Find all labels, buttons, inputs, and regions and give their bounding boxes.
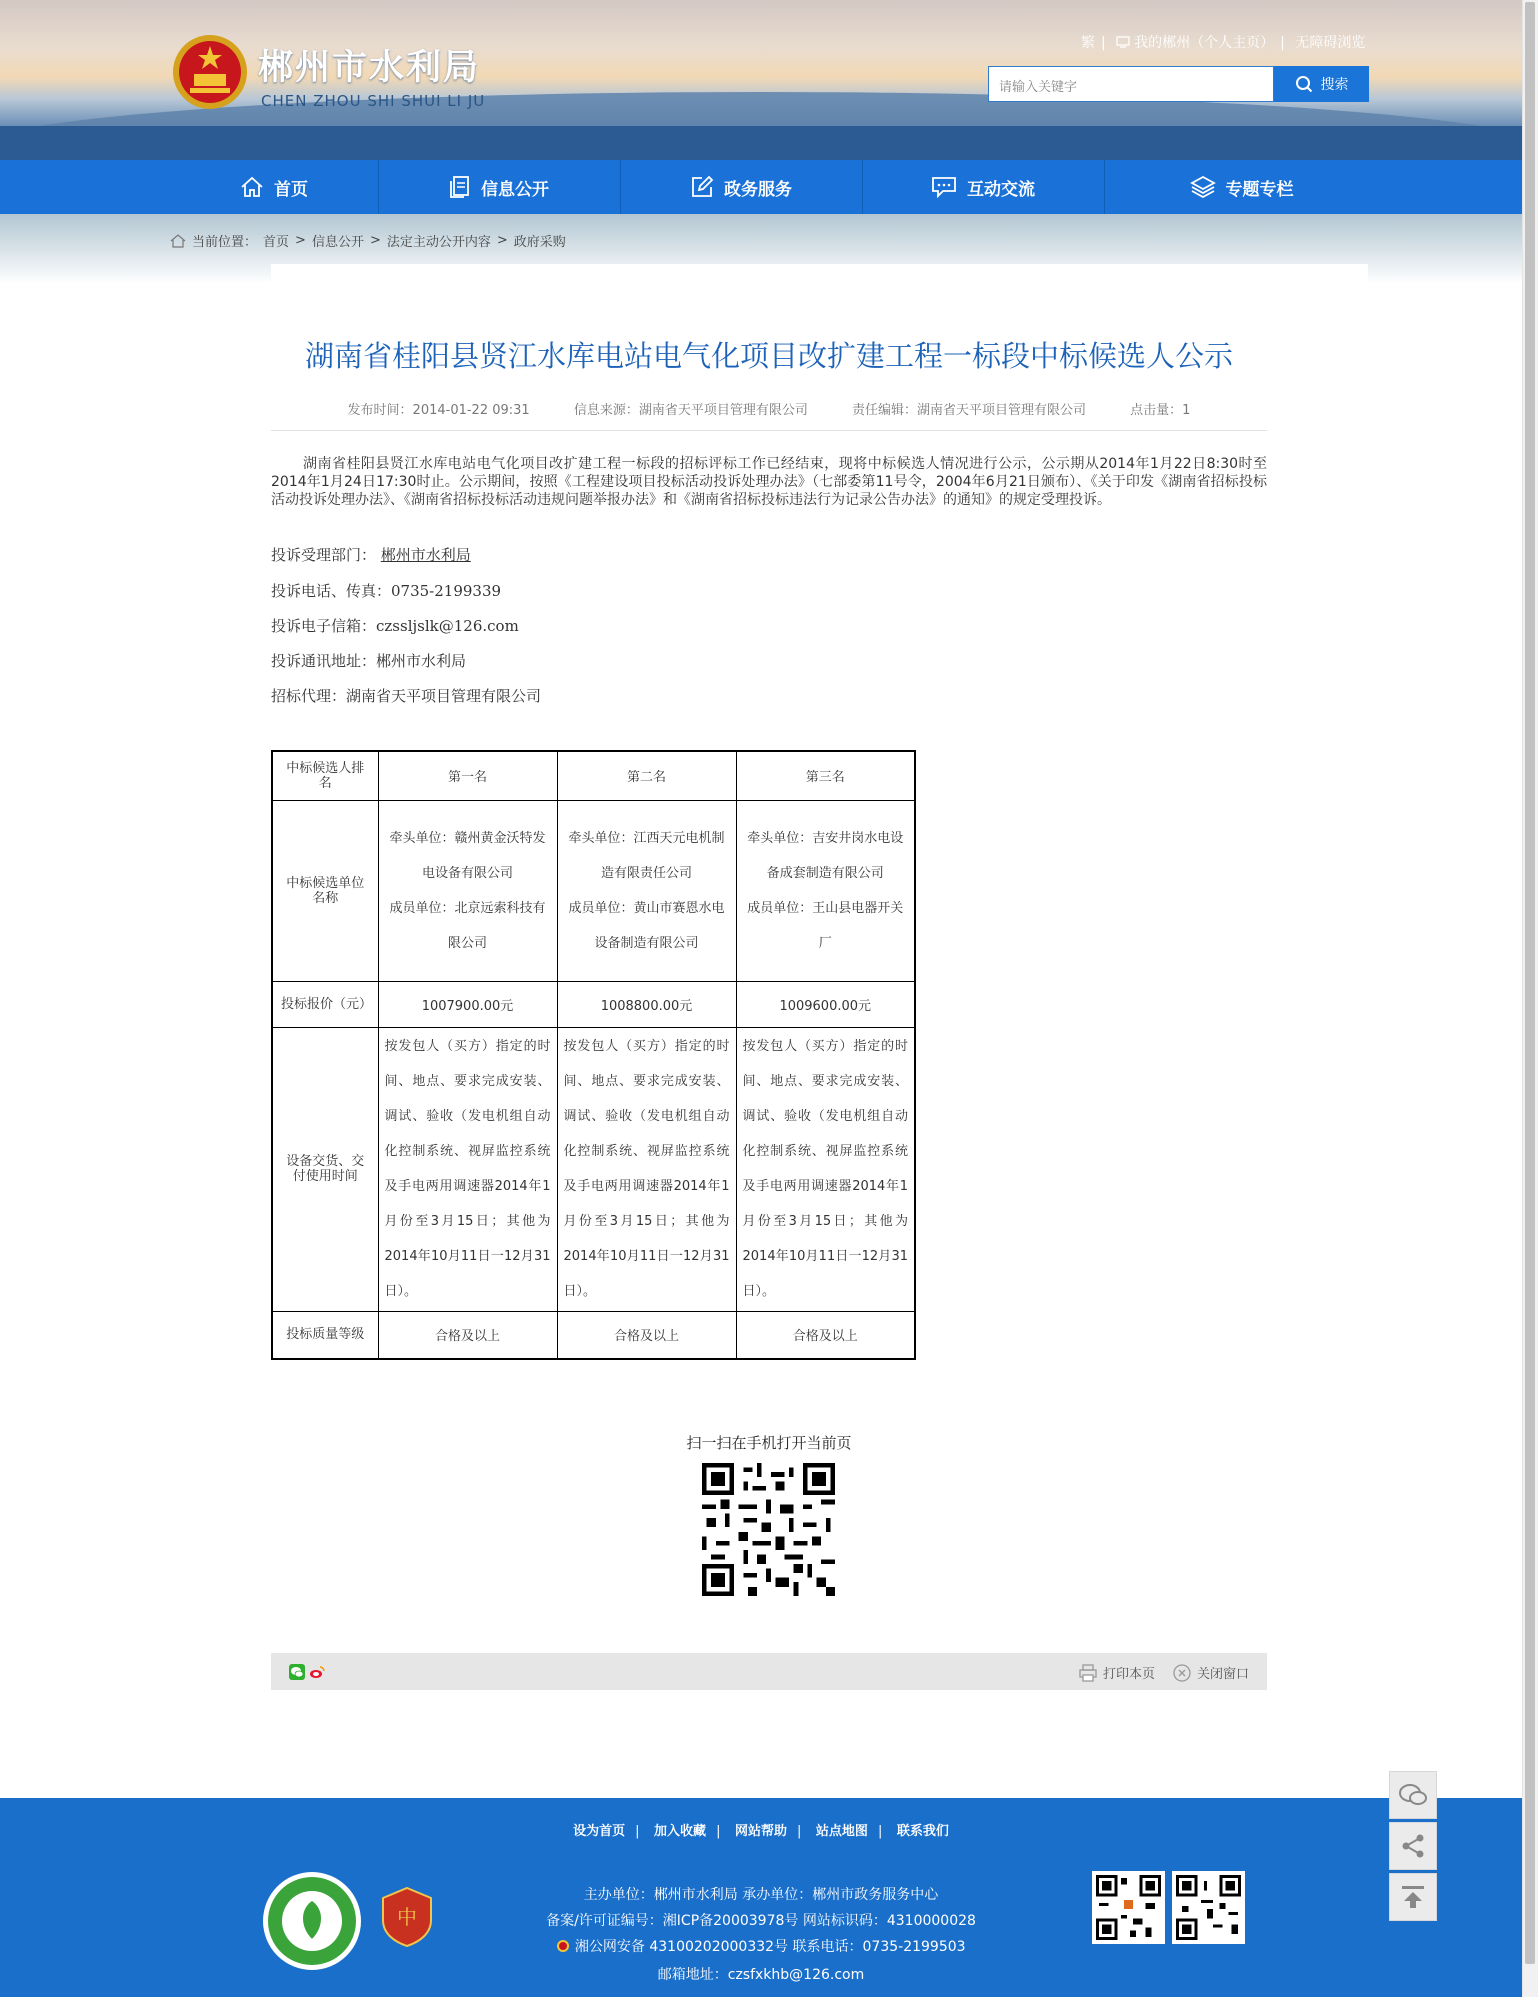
delivery-cell	[736, 1027, 915, 1311]
delivery-text: 按发包人（买方）指定的时间、地点、要求完成安装、调试、验收（发电机组自动化控制系统、视屏监控系统及手电两用调速器2014年1月份至3月15日；其他为2014年10月11日一12月31日）。	[563, 1039, 730, 1299]
price-cell: 1008800.00元	[557, 981, 736, 1027]
nav-interaction[interactable]	[862, 160, 1104, 214]
nav-info-public[interactable]	[378, 160, 620, 214]
table-row	[272, 1311, 915, 1359]
breadcrumb-separator: >	[369, 233, 381, 248]
share-bar	[271, 1653, 1267, 1690]
delivery-text: 按发包人（买方）指定的时间、地点、要求完成安装、调试、验收（发电机组自动化控制系统、视屏监控系统及手电两用调速器2014年1月份至3月15日；其他为2014年10月11日一12月31日）。	[742, 1039, 908, 1299]
rank-cell: 第二名	[557, 751, 736, 800]
breadcrumb-home[interactable]: 首页	[263, 235, 290, 250]
share-icon	[1399, 1832, 1427, 1860]
member-unit: 成员单位：北京远索科技有限公司	[389, 900, 546, 951]
table-row	[272, 1027, 915, 1311]
link-separator: |	[635, 1824, 640, 1839]
link-separator: |	[877, 1824, 883, 1839]
banner-lake	[0, 126, 1522, 160]
rank-cell: 第三名	[736, 751, 915, 800]
top-links: 繁 | 我的郴州（个人主页） | 无障碍浏览	[1081, 35, 1366, 51]
member-unit: 成员单位：王山县电器开关厂	[747, 900, 904, 951]
nav-home-label: 首页	[274, 179, 308, 200]
candidate-table	[271, 750, 916, 1360]
close-icon	[1173, 1664, 1191, 1682]
complaint-dept-link[interactable]: 郴州市水利局	[380, 546, 471, 564]
price-label: 投标报价（元）	[272, 981, 378, 1027]
lead-unit: 牵头单位：赣州黄金沃特发电设备有限公司	[389, 830, 546, 881]
table-row	[272, 751, 915, 800]
article-paragraph: 湖南省桂阳县贤江水库电站电气化项目改扩建工程一标段的招标评标工作已经结束，现将中标候选人情况进行公示，公示期从2014年1月22日8:30时至2014年1月24日17:30时止。公示期间，按照《工程建设项目投标活动投诉处理办法》（七部委第11号令，2004年6月21日颁布）、《关于印发《湖南省招标投标活动投诉处理办法》、《湖南省招标投标活动违规问题举报办法》和《湖南省招标投标违法行为记录公告办法》的通知》的规定受理投诉。	[271, 456, 1267, 508]
edit-icon	[690, 175, 714, 199]
search-button[interactable]	[1274, 66, 1369, 102]
breadcrumb-procurement[interactable]: 政府采购	[513, 235, 566, 250]
link-separator: |	[716, 1824, 721, 1839]
breadcrumb-separator: >	[295, 233, 306, 248]
member-unit: 成员单位：黄山市赛恩水电设备制造有限公司	[568, 900, 725, 951]
contact-link[interactable]: 联系我们	[896, 1824, 949, 1839]
nav-info-public-label: 信息公开	[481, 179, 549, 200]
tender-agent: 招标代理：湖南省天平项目管理有限公司	[271, 687, 542, 705]
footer-qr-code-1	[1092, 1871, 1165, 1944]
footer-police[interactable]	[400, 1937, 1122, 1957]
footer	[0, 1798, 1522, 1997]
unit-label: 中标候选单位名称	[272, 800, 378, 981]
main-nav	[0, 160, 1522, 214]
complaint-dept-label: 投诉受理部门：	[271, 546, 377, 564]
wechat-icon	[1398, 1782, 1428, 1808]
float-wechat-button[interactable]	[1389, 1771, 1437, 1819]
price-cell: 1007900.00元	[378, 981, 557, 1027]
article-body	[271, 455, 1267, 509]
complaint-address: 投诉通讯地址：郴州市水利局	[271, 652, 467, 670]
divider	[271, 430, 1267, 431]
quality-label: 投标质量等级	[272, 1311, 378, 1359]
unit-cell	[736, 800, 915, 981]
lead-unit: 牵头单位：江西天元电机制造有限责任公司	[568, 830, 725, 881]
my-page-label: 我的郴州（个人主页）	[1134, 35, 1275, 51]
quality-cell: 合格及以上	[736, 1311, 915, 1359]
document-icon	[449, 175, 471, 199]
site-name[interactable]: 郴州市水利局	[258, 48, 481, 88]
delivery-text: 按发包人（买方）指定的时间、地点、要求完成安装、调试、验收（发电机组自动化控制系统、视屏监控系统及手电两用调速器2014年1月份至3月15日；其他为2014年10月11日一12月31日）。	[384, 1039, 551, 1299]
nav-interaction-label: 互动交流	[967, 179, 1035, 200]
site-pinyin: CHEN ZHOU SHI SHUI LI JU	[261, 92, 486, 110]
arrow-up-icon	[1400, 1884, 1426, 1910]
table-header-label: 中标候选人排名	[272, 751, 378, 800]
page-actions	[1079, 1663, 1249, 1682]
breadcrumb	[170, 231, 566, 250]
complaint-dept	[271, 544, 471, 565]
search-icon	[1295, 75, 1313, 93]
page-qr-code	[702, 1463, 835, 1596]
svg-text:中: 中	[397, 1905, 417, 1929]
traditional-chinese-link[interactable]: 繁	[1081, 35, 1095, 51]
hit-count: 点击量：1	[1130, 403, 1191, 418]
scrollbar-thumb[interactable]	[1525, 2, 1535, 1964]
footer-police-text: 湘公网安备 43100202000332号 联系电话：0735-2199503	[574, 1939, 966, 1955]
article-title: 湖南省桂阳县贤江水库电站电气化项目改扩建工程一标段中标候选人公示	[304, 339, 1233, 373]
add-favorite-link[interactable]: 加入收藏	[654, 1824, 707, 1839]
close-label: 关闭窗口	[1196, 1667, 1249, 1682]
share-icons	[289, 1664, 325, 1680]
site-help-link[interactable]: 网站帮助	[734, 1824, 787, 1839]
nav-home[interactable]	[170, 160, 378, 214]
quality-cell: 合格及以上	[378, 1311, 557, 1359]
my-page-link[interactable]	[1116, 35, 1274, 51]
chat-icon	[931, 176, 957, 198]
back-to-top-button[interactable]	[1389, 1873, 1437, 1921]
editor: 责任编辑：湖南省天平项目管理有限公司	[852, 403, 1087, 418]
national-emblem-logo[interactable]	[170, 32, 250, 112]
breadcrumb-prefix: 当前位置：	[192, 235, 258, 250]
wechat-icon[interactable]	[289, 1664, 305, 1680]
police-badge-icon	[556, 1939, 570, 1953]
article-meta	[271, 399, 1267, 418]
close-window-button[interactable]	[1173, 1663, 1249, 1682]
delivery-cell	[378, 1027, 557, 1311]
unit-cell	[557, 800, 736, 981]
set-homepage-link[interactable]: 设为首页	[573, 1824, 626, 1839]
complaint-email: 投诉电子信箱：czssljslk@126.com	[271, 617, 519, 635]
info-source: 信息来源：湖南省天平项目管理有限公司	[573, 403, 808, 418]
delivery-label: 设备交货、交付使用时间	[272, 1027, 378, 1311]
footer-icp[interactable]: 备案/许可证编号：湘ICP备20003978号 网站标识码：4310000028	[546, 1913, 976, 1929]
table-row	[272, 981, 915, 1027]
print-button[interactable]	[1079, 1663, 1155, 1682]
layers-icon	[1190, 175, 1216, 199]
home-icon	[170, 234, 186, 248]
breadcrumb-legal-content[interactable]: 法定主动公开内容	[386, 235, 491, 250]
complaint-phone: 投诉电话、传真：0735-2199339	[271, 582, 502, 600]
printer-icon	[1079, 1664, 1097, 1682]
quality-cell: 合格及以上	[557, 1311, 736, 1359]
search-input[interactable]: 请输入关键字	[988, 66, 1274, 102]
print-label: 打印本页	[1102, 1667, 1155, 1682]
home-icon	[240, 176, 264, 198]
footer-links	[0, 1820, 1522, 1839]
civilized-unit-badge-icon[interactable]	[262, 1871, 362, 1971]
unit-cell	[378, 800, 557, 981]
nav-gov-service[interactable]	[620, 160, 862, 214]
weibo-icon[interactable]	[309, 1664, 325, 1680]
link-separator: |	[797, 1824, 802, 1839]
rank-cell: 第一名	[378, 751, 557, 800]
breadcrumb-separator: >	[496, 233, 508, 248]
nav-special-topics-label: 专题专栏	[1225, 179, 1294, 200]
monitor-icon	[1116, 36, 1130, 48]
sitemap-link[interactable]: 站点地图	[815, 1824, 868, 1839]
delivery-cell	[557, 1027, 736, 1311]
qr-label: 扫一扫在手机打开当前页	[686, 1434, 852, 1452]
table-row	[272, 800, 915, 981]
breadcrumb-info-public[interactable]: 信息公开	[311, 235, 364, 250]
search-button-label: 搜索	[1320, 77, 1349, 93]
publish-time: 发布时间：2014-01-22 09:31	[347, 403, 530, 418]
nav-special-topics[interactable]	[1104, 160, 1379, 214]
lead-unit: 牵头单位：吉安井岗水电设备成套制造有限公司	[747, 830, 904, 881]
footer-sponsor: 主办单位：郴州市水利局 承办单位：郴州市政务服务中心	[583, 1887, 939, 1903]
nav-gov-service-label: 政务服务	[724, 179, 792, 200]
footer-qr-code-2	[1172, 1871, 1245, 1944]
accessibility-link[interactable]: 无障碍浏览	[1295, 35, 1366, 51]
footer-email: 邮箱地址：czsfxkhb@126.com	[657, 1967, 865, 1983]
price-cell: 1009600.00元	[736, 981, 915, 1027]
float-share-button[interactable]	[1389, 1822, 1437, 1870]
